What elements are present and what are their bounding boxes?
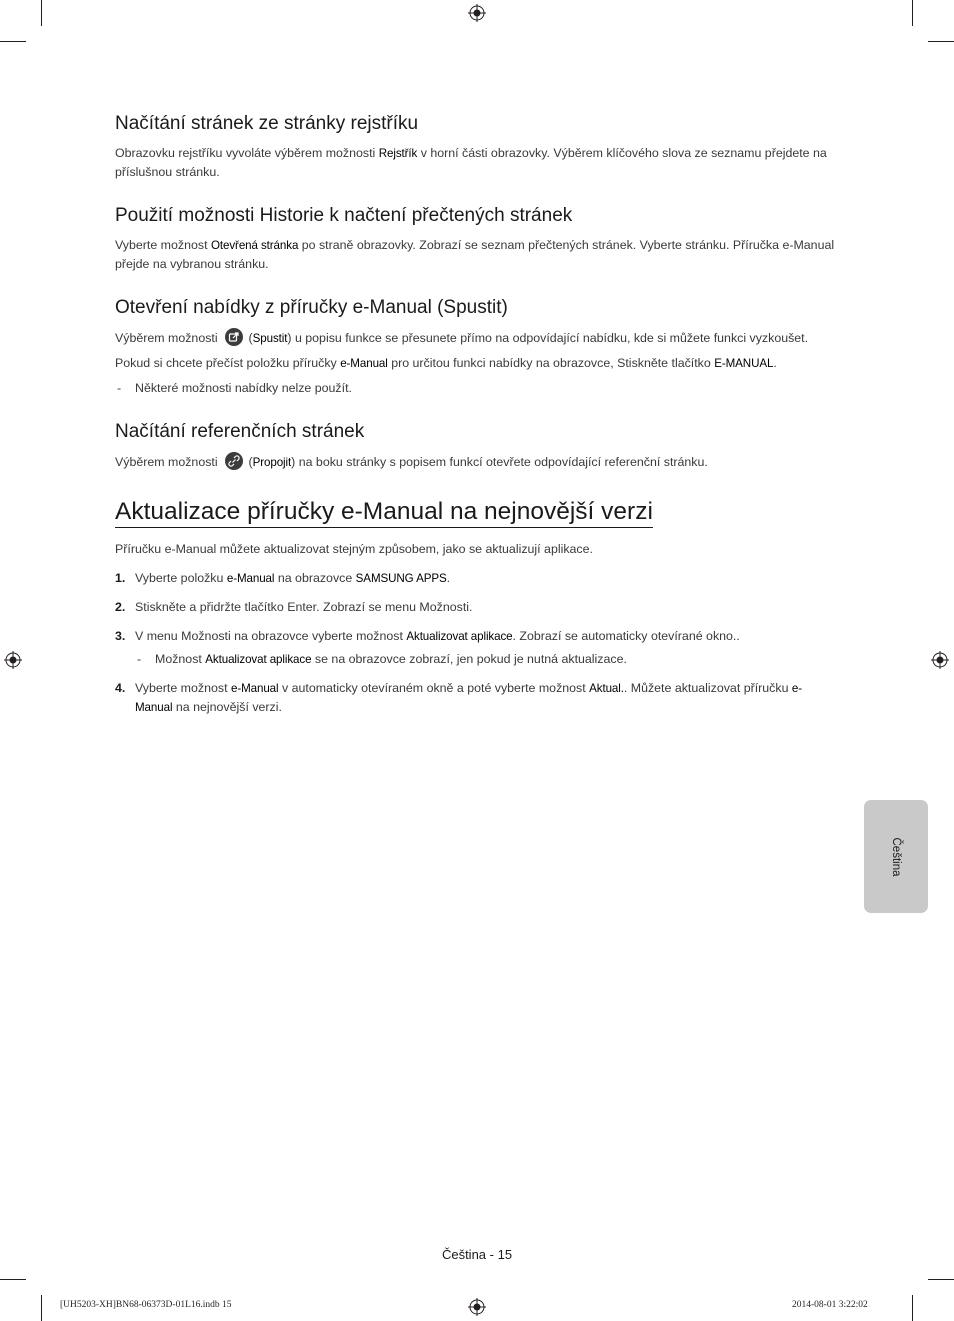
launch-icon xyxy=(225,328,243,346)
section-title: Použití možnosti Historie k načtení přečtených stránek xyxy=(115,205,573,226)
list-item: 4. Vyberte možnost e-Manual v automaticky otevíraném okně a poté vyberte možnost Aktual.. Můžete aktualizovat příručku e-Manual na nejnovější verzi. xyxy=(115,681,803,714)
registration-mark-icon xyxy=(468,1298,486,1316)
section-title: Načítání stránek ze stránky rejstříku xyxy=(115,113,419,134)
keyword: Otevřená stránka xyxy=(210,239,299,252)
keyword: Spustit xyxy=(252,332,288,345)
list-item: 1. Vyberte položku e-Manual na obrazovce SAMSUNG APPS. xyxy=(115,571,451,585)
crop-mark xyxy=(41,1295,42,1321)
crop-mark xyxy=(912,0,913,26)
print-slug-right: 2014-08-01 3:22:02 xyxy=(792,1300,868,1310)
crop-mark xyxy=(928,41,954,42)
registration-mark-icon xyxy=(468,4,486,22)
keyword: E-MANUAL xyxy=(714,357,774,370)
sub-note: - Možnost Aktualizovat aplikace se na obrazovce zobrazí, jen pokud je nutná aktualizace. xyxy=(137,652,627,666)
keyword: e-Manual xyxy=(230,682,279,695)
note: - Některé možnosti nabídky nelze použít. xyxy=(117,381,352,395)
page-number: Čeština - 15 xyxy=(441,1247,513,1262)
section-title: Načítání referenčních stránek xyxy=(115,421,365,442)
crop-mark xyxy=(928,1279,954,1280)
keyword: e-Manual xyxy=(340,357,388,370)
crop-mark xyxy=(41,0,42,26)
section-paragraph: Výběrem možnosti (Spustit) u popisu funkce se přesunete přímo na odpovídající nabídku, kde si můžete funkci vyzkoušet. xyxy=(115,328,837,348)
section-paragraph: Vyberte možnost Otevřená stránka po straně obrazovky. Zobrazí se seznam přečtených stránek. Vyberte stránku. Příručka e-Manual přejde na vybranou stránku. xyxy=(115,238,835,271)
keyword: Aktualizovat aplikace xyxy=(205,653,312,666)
section-paragraph: Obrazovku rejstříku vyvoláte výběrem možnosti Rejstřík v horní části obrazovky. Výběrem klíčového slova ze seznamu přejdete na příslušnou stránku. xyxy=(115,146,827,179)
keyword: Aktual. xyxy=(589,682,624,695)
keyword: Propojit xyxy=(252,456,292,469)
registration-mark-icon xyxy=(4,651,22,669)
section-paragraph: Výběrem možnosti (Propojit) na boku stránky s popisem funkcí otevřete odpovídající referenční stránku. xyxy=(115,452,837,472)
section-title: Otevření nabídky z příručky e-Manual (Spustit) xyxy=(115,297,508,318)
list-item: 3. V menu Možnosti na obrazovce vyberte možnost Aktualizovat aplikace. Zobrazí se automaticky otevírané okno.. - Možnost Aktualizovat aplikace se na obrazovce zobrazí, jen pokud je nutná aktualizace. xyxy=(115,627,837,669)
crop-mark xyxy=(0,41,26,42)
section-paragraph: Pokud si chcete přečíst položku příručky e-Manual pro určitou funkci nabídky na obrazovce, Stiskněte tlačítko E-MANUAL. xyxy=(115,356,777,370)
crop-mark xyxy=(912,1295,913,1321)
keyword: Rejstřík xyxy=(378,147,418,160)
registration-mark-icon xyxy=(931,651,949,669)
intro-paragraph: Příručku e-Manual můžete aktualizovat stejným způsobem, jako se aktualizují aplikace. xyxy=(115,542,593,556)
page-content xyxy=(115,112,837,727)
keyword: e-Manual xyxy=(226,572,275,585)
list-item: 2. Stiskněte a přidržte tlačítko Enter. Zobrazí se menu Možnosti. xyxy=(115,600,473,614)
link-icon xyxy=(225,452,243,470)
crop-mark xyxy=(0,1279,26,1280)
keyword: SAMSUNG APPS xyxy=(355,572,447,585)
page-title: Aktualizace příručky e-Manual na nejnovější verzi xyxy=(115,498,653,528)
steps-list xyxy=(115,569,837,717)
language-side-tab: Čeština xyxy=(864,800,928,913)
keyword: Aktualizovat aplikace xyxy=(406,630,513,643)
keyword: e-Manual xyxy=(135,682,803,714)
print-slug-left: [UH5203-XH]BN68-06373D-01L16.indb 15 xyxy=(60,1300,232,1310)
